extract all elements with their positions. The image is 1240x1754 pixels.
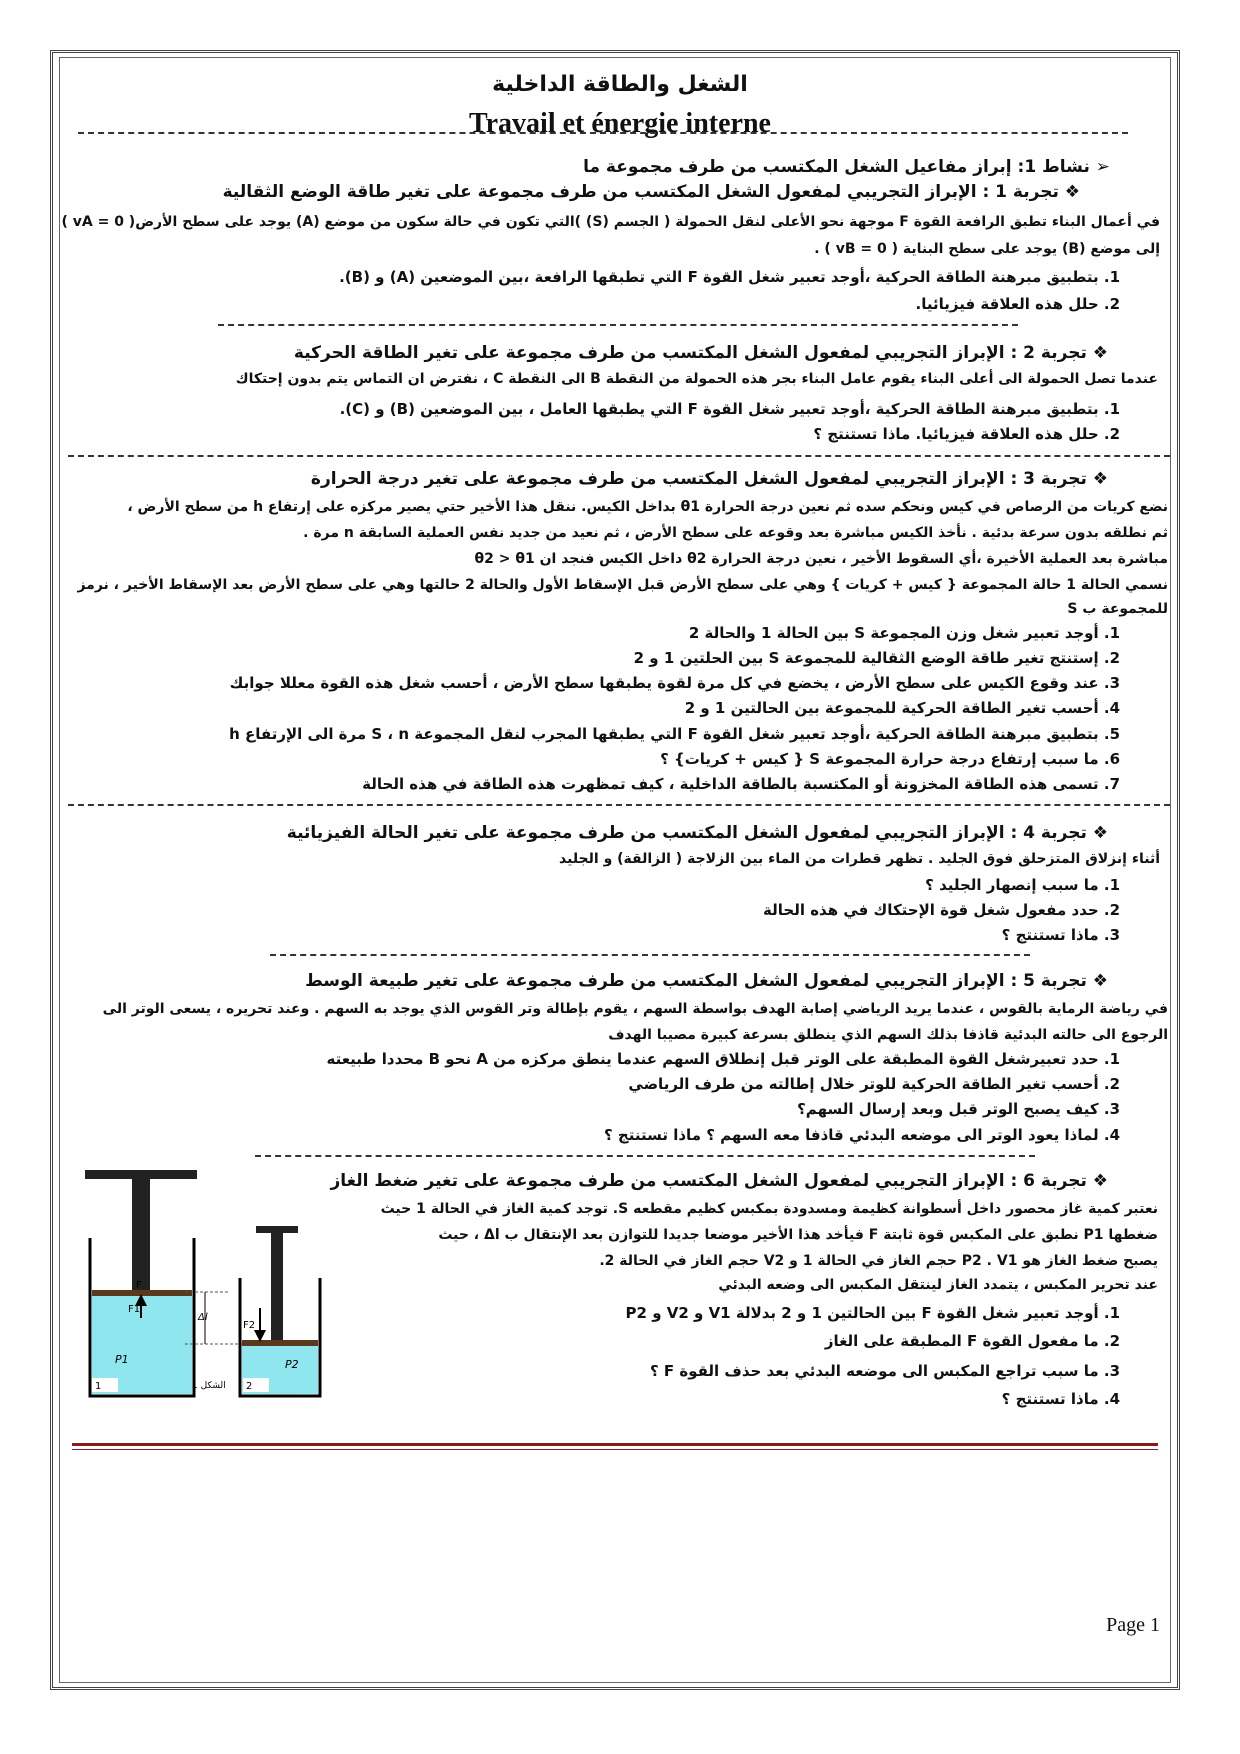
exp1-text: في أعمال البناء تطبق الرافعة القوة F موجهة نحو الأعلى لنقل الحمولة ( الجسم (S) )التي تكون في حالة سكون من موضع (A) يوجد على سطح الأرض( vA = 0 )	[61, 214, 1160, 230]
exp3-text: نضع كريات من الرصاص في كيس ونحكم سده ثم نعين درجة الحرارة θ1 بداخل الكيس. ننقل هذا الأخير حتي يصير مركزه على إرتفاع h من سطح الأرض ،	[127, 499, 1168, 515]
exp5-heading: ❖ تجربة 5 : الإبراز التجريبي لمفعول الشغل المكتسب من طرف مجموعة على تغير طبيعة الوسط	[305, 971, 1108, 991]
exp6-question: 1. أوجد تعبير شغل القوة F بين الحالتين 1 و 2 بدلالة V1 و V2 و P2	[625, 1304, 1120, 1322]
exp3-question: 1. أوجد تعبير شغل وزن المجموعة S بين الحالة 1 والحالة 2	[688, 624, 1120, 642]
exp1-question: 1. بتطبيق مبرهنة الطاقة الحركية ،أوجد تعبير شغل القوة F التي تطبقها الرافعة ،بين الموضعين (A) و (B).	[339, 268, 1120, 286]
exp6-heading: ❖ تجربة 6 : الإبراز التجريبي لمفعول الشغل المكتسب من طرف مجموعة على تغير ضغط الغاز	[330, 1171, 1108, 1191]
exp2-heading: ❖ تجربة 2 : الإبراز التجريبي لمفعول الشغل المكتسب من طرف مجموعة على تغير الطاقة الحركية	[293, 343, 1108, 363]
separator	[255, 1155, 1035, 1157]
exp5-text: في رياضة الرماية بالقوس ، عندما يريد الرياضي إصابة الهدف بواسطة السهم ، يقوم بإطالة وتر القوس الذي يوجد به السهم . وعند تحريره ، يسعى الوتر الى	[102, 1001, 1168, 1017]
exp5-text: الرجوع الى حالته البدئية قاذفا بذلك السهم الذي ينطلق بسرعة كبيرة مصيبا الهدف	[608, 1027, 1168, 1043]
separator	[270, 954, 1030, 956]
exp3-text: ثم نطلقه بدون سرعة بدئية . نأخذ الكيس مباشرة بعد وقوعه على سطح الأرض ، ثم نعيد من جديد نفس العملية السابقة n مرة .	[303, 525, 1168, 541]
piston-2	[242, 1340, 318, 1346]
exp5-question: 1. حدد تعبيرشغل القوة المطبقة على الوتر قبل إنطلاق السهم عندما ينطق مركزه من A نحو B محددا طبيعته	[326, 1050, 1120, 1068]
footer-rule	[72, 1443, 1158, 1446]
exp4-question: 1. ما سبب إنصهار الجليد ؟	[925, 876, 1120, 894]
separator	[68, 804, 1170, 806]
exp2-question: 2. حلل هذه العلاقة فيزيائيا. ماذا تستنتج ؟	[813, 425, 1120, 443]
exp3-question: 7. تسمى هذه الطاقة المخزونة أو المكتسبة بالطاقة الداخلية ، كيف تمظهرت هذه الطاقة في هذه الحالة	[362, 775, 1120, 793]
exp3-question: 6. ما سبب إرتفاع درجة حرارة المجموعة S { كيس + كريات} ؟	[660, 750, 1120, 768]
separator	[68, 455, 1170, 457]
exp4-question: 3. ماذا تستنتج ؟	[1001, 926, 1120, 944]
piston-1	[92, 1290, 192, 1296]
separator	[78, 132, 1128, 134]
exp1-question: 2. حلل هذه العلاقة فيزيائيا.	[915, 295, 1120, 313]
exp3-heading: ❖ تجربة 3 : الإبراز التجريبي لمفعول الشغل المكتسب من طرف مجموعة على تغير درجة الحرارة	[310, 469, 1108, 489]
exp6-text: يصبح ضغط الغاز هو P2 . V1 حجم الغاز في الحالة 1 و V2 حجم الغاز في الحالة 2.	[599, 1253, 1158, 1269]
exp3-text: نسمي الحالة 1 حالة المجموعة { كيس + كريات } وهي على سطح الأرض قبل الإسقاط الأول والحالة 2 حالتها وهي على سطح الأرض بعد الإسقاط الأخير ، نرمز	[77, 577, 1168, 593]
exp1-heading: ❖ تجربة 1 : الإبراز التجريبي لمفعول الشغل المكتسب من طرف مجموعة على تغير طاقة الوضع الثقالية	[222, 182, 1080, 202]
title-arabic: الشغل والطاقة الداخلية	[492, 72, 748, 97]
exp5-question: 3. كيف يصبح الوتر قبل وبعد إرسال السهم؟	[797, 1100, 1120, 1118]
exp6-question: 3. ما سبب تراجع المكبس الى موضعه البدئي بعد حذف القوة F ؟	[649, 1362, 1120, 1380]
label-delta-l: Δl	[198, 1312, 208, 1323]
exp5-question: 2. أحسب تغير الطاقة الحركية للوتر خلال إطالته من طرف الرياضي	[628, 1075, 1120, 1093]
exp3-question: 4. أحسب تغير الطاقة الحركية للمجموعة بين الحالتين 1 و 2	[684, 699, 1120, 717]
piston-rod-2	[271, 1230, 283, 1340]
exp6-question: 2. ما مفعول القوة F المطبقة على الغاز	[824, 1332, 1120, 1350]
piston-rod-1	[132, 1173, 150, 1290]
exp2-question: 1. بتطبيق مبرهنة الطاقة الحركية ،أوجد تعبير شغل القوة F التي يطبقها العامل ، بين الموضعين (B) و (C).	[339, 400, 1120, 418]
figure-caption: الشكل 1	[192, 1381, 226, 1391]
exp4-text: أثناء إنزلاق المتزحلق فوق الجليد . تظهر قطرات من الماء بين الزلاجة ( الزالقة) و الجليد	[559, 851, 1160, 867]
label-state-1: 1	[95, 1381, 102, 1392]
page-number: Page 1	[1106, 1614, 1160, 1636]
label-F1: F1	[128, 1304, 141, 1315]
exp4-question: 2. حدد مفعول شغل قوة الإحتكاك في هذه الحالة	[763, 901, 1120, 919]
piston-figure	[80, 1168, 370, 1418]
exp3-question: 3. عند وقوع الكيس على سطح الأرض ، يخضع في كل مرة لقوة يطبقها سطح الأرض ، أحسب شغل هذه القوة معللا جوابك	[229, 674, 1120, 692]
title-french: Travail et énergie interne	[469, 108, 771, 139]
label-P1: P1	[115, 1353, 129, 1366]
separator	[218, 324, 1018, 326]
exp3-text: مباشرة بعد العملية الأخيرة ،أي السقوط الأخير ، نعين درجة الحرارة θ2 داخل الكيس فنجد ان θ2 > θ1	[474, 551, 1168, 567]
exp3-text: للمجموعة ب S	[1067, 601, 1168, 617]
exp1-text: إلى موضع (B) يوجد على سطح البناية ( vB = 0 ) .	[814, 241, 1160, 257]
exp2-text: عندما تصل الحمولة الى أعلى البناء يقوم عامل البناء بجر هذه الحمولة من النقطة B الى النقطة C ، نفترض ان التماس يتم بدون إحتكاك	[235, 371, 1158, 387]
exp6-text: نعتبر كمية غاز محصور داخل أسطوانة كظيمة ومسدودة بمكبس كظيم مقطعه S. توجد كمية الغاز في الحالة 1 حيث	[380, 1201, 1158, 1217]
label-state-2: 2	[246, 1381, 253, 1392]
exp5-question: 4. لماذا يعود الوتر الى موضعه البدئي قاذفا معه السهم ؟ ماذا تستنتج ؟	[604, 1126, 1120, 1144]
cylinder-state-2	[240, 1226, 320, 1396]
exp4-heading: ❖ تجربة 4 : الإبراز التجريبي لمفعول الشغل المكتسب من طرف مجموعة على تغير الحالة الفيزيائية	[286, 823, 1108, 843]
label-F: F	[136, 1280, 142, 1291]
exp3-question: 5. بتطبيق مبرهنة الطاقة الحركية ،أوجد تعبير شغل القوة F التي يطبقها المجرب لنقل المجموعة S ، n مرة الى الإرتفاع h	[229, 725, 1120, 743]
exp6-text: عند تحرير المكبس ، يتمدد الغاز لينتقل المكبس الى وضعه البدئي	[718, 1277, 1158, 1293]
footer-rule	[72, 1449, 1158, 1450]
exp6-text: ضغطها P1 نطبق على المكبس قوة ثابتة F فيأخد هذا الأخير موضعا جديدا للتوازن بعد الإنتقال ب Δl ، حيث	[438, 1227, 1158, 1243]
exp6-question: 4. ماذا تستنتج ؟	[1001, 1390, 1120, 1408]
exp3-question: 2. إستنتج تغير طاقة الوضع الثقالية للمجموعة S بين الحلتين 1 و 2	[633, 649, 1120, 667]
activity-heading: ➢ نشاط 1: إبراز مفاعيل الشغل المكتسب من طرف مجموعة ما	[583, 157, 1110, 177]
cylinder-state-1	[85, 1170, 197, 1396]
label-F2: F2	[243, 1320, 256, 1331]
label-P2: P2	[285, 1358, 299, 1371]
